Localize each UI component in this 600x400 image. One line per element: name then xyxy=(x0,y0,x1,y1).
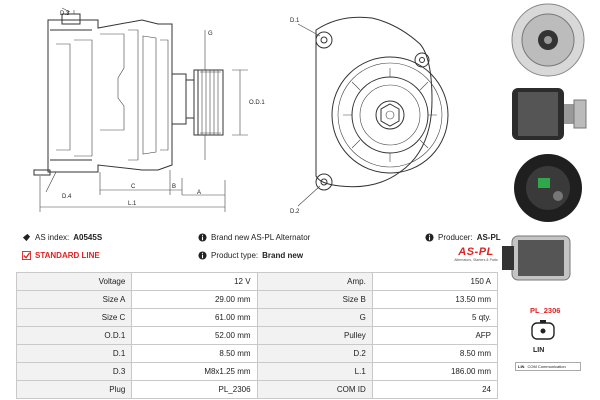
description-row xyxy=(198,233,310,242)
pin-icon xyxy=(22,233,31,242)
spec-key: L.1 xyxy=(257,363,372,381)
spec-value: 8.50 mm xyxy=(132,345,257,363)
spec-value: 52.00 mm xyxy=(132,327,257,345)
spec-key: D.1 xyxy=(17,345,132,363)
photo-front-view xyxy=(512,4,584,76)
front-view-drawing xyxy=(280,0,480,215)
table-row xyxy=(17,291,498,309)
description-text: Brand new AS-PL Alternator xyxy=(211,233,311,242)
spec-value: 12 V xyxy=(132,273,257,291)
table-row xyxy=(17,327,498,345)
label-d3: D.3 xyxy=(60,11,70,17)
plug-code: PL_2306 xyxy=(530,306,561,315)
photo-angled-view xyxy=(502,236,570,280)
spec-key: D.2 xyxy=(257,345,372,363)
spec-key: O.D.1 xyxy=(17,327,132,345)
spec-value: 61.00 mm xyxy=(132,309,257,327)
spec-key: Pulley xyxy=(257,327,372,345)
photo-rear-view xyxy=(514,154,582,222)
spec-key: COM ID xyxy=(257,381,372,399)
spec-key: Plug xyxy=(17,381,132,399)
spec-key: Amp. xyxy=(257,273,372,291)
product-type-row: Product type: Brand new xyxy=(198,251,303,260)
table-row xyxy=(17,273,498,291)
spec-key: D.3 xyxy=(17,363,132,381)
photo-side-view xyxy=(512,88,586,140)
label-od1: O.D.1 xyxy=(249,100,265,106)
spec-value: 13.50 mm xyxy=(372,291,497,309)
spec-value: 24 xyxy=(372,381,497,399)
table-row xyxy=(17,363,498,381)
label-d1: D.1 xyxy=(290,18,300,24)
label-b: B xyxy=(172,184,177,190)
standard-line-label: STANDARD LINE xyxy=(35,251,100,260)
spec-key: Size C xyxy=(17,309,132,327)
spec-value: 8.50 mm xyxy=(372,345,497,363)
producer-value: AS-PL xyxy=(476,233,501,242)
label-c: C xyxy=(131,184,136,190)
product-type-value: Brand new xyxy=(262,251,304,260)
plug-connector-icon xyxy=(530,320,558,344)
as-pl-logo: AS-PL Alternators, Starters & Parts xyxy=(454,246,498,262)
spec-value: 186.00 mm xyxy=(372,363,497,381)
spec-value: 5 qty. xyxy=(372,309,497,327)
spec-table xyxy=(16,272,498,399)
info-icon xyxy=(425,233,434,242)
table-row xyxy=(17,345,498,363)
spec-value: M8x1.25 mm xyxy=(132,363,257,381)
producer-row: Producer: AS-PL xyxy=(425,233,501,242)
plug-legend: LIN COM Communication xyxy=(515,362,581,371)
label-l1: L.1 xyxy=(128,201,137,207)
table-row xyxy=(17,381,498,399)
label-a: A xyxy=(197,190,202,196)
spec-key: Size A xyxy=(17,291,132,309)
plug-pin-label: LIN xyxy=(533,347,545,354)
product-photos xyxy=(500,0,600,290)
spec-key: Size B xyxy=(257,291,372,309)
label-d4: D.4 xyxy=(62,194,72,200)
info-icon xyxy=(198,251,207,260)
info-icon xyxy=(198,233,207,242)
spec-key: G xyxy=(257,309,372,327)
side-view-drawing xyxy=(0,0,280,215)
checkbox-icon xyxy=(22,251,31,260)
spec-value: PL_2306 xyxy=(132,381,257,399)
spec-value: AFP xyxy=(372,327,497,345)
as-index-value: A0545S xyxy=(73,233,103,242)
table-row xyxy=(17,309,498,327)
label-g: G xyxy=(208,31,213,37)
spec-key: Voltage xyxy=(17,273,132,291)
label-d2: D.2 xyxy=(290,209,300,215)
spec-value: 150 A xyxy=(372,273,497,291)
as-index-row: AS index: A0545S xyxy=(22,233,102,242)
standard-line-row xyxy=(22,251,100,260)
spec-value: 29.00 mm xyxy=(132,291,257,309)
